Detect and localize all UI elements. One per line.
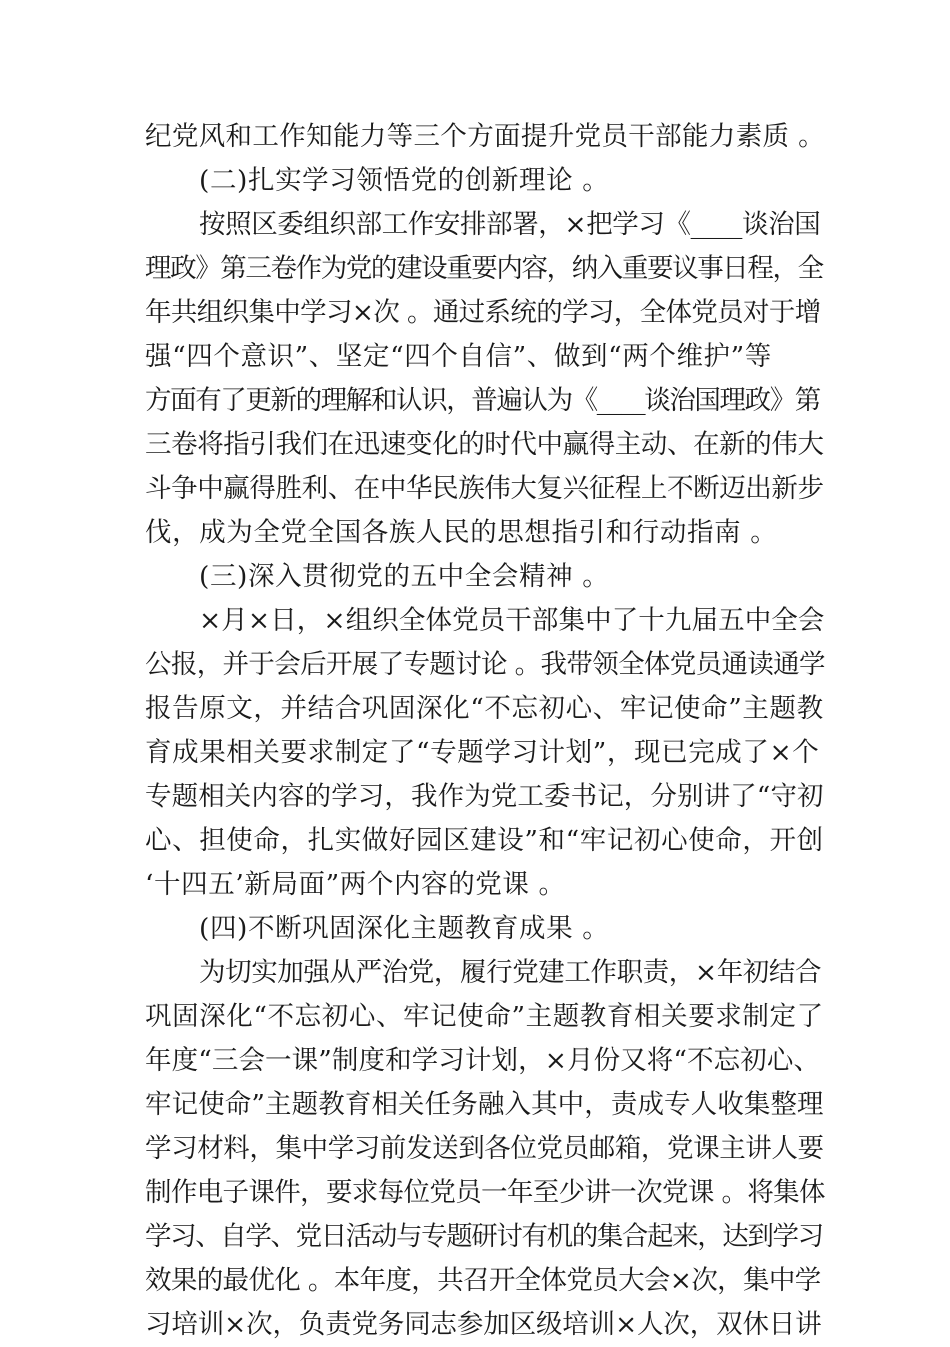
text-line: 为切实加强从严治党，履行党建工作职责，×年初结合	[199, 957, 822, 988]
text-line: 年度“三会一课”制度和学习计划，×月份又将“不忘初心、	[145, 1045, 821, 1076]
text-line: 学习、自学、党日活动与专题研讨有机的集合起来，达到学习	[145, 1221, 823, 1252]
text-line: 纪党风和工作知能力等三个方面提升党员干部能力素质 。	[145, 121, 826, 152]
text-line: (三)深入贯彻党的五中全会精神 。	[199, 561, 610, 592]
text-line: 心、担使命，扎实做好园区建设”和“牢记初心使命，开创	[145, 825, 824, 856]
text-line: 牢记使命”主题教育相关任务融入其中，责成专人收集整理	[145, 1089, 824, 1120]
text-line: ×月×日，×组织全体党员干部集中了十九届五中全会	[199, 605, 825, 636]
document-body	[145, 115, 825, 1347]
text-line: 巩固深化“不忘初心、牢记使命”主题教育相关要求制定了	[145, 1001, 824, 1032]
text-line: (二)扎实学习领悟党的创新理论 。	[199, 165, 610, 196]
text-line: 报告原文，并结合巩固深化“不忘初心、牢记使命”主题教	[145, 693, 824, 724]
text-line: 方面有了更新的理解和认识，普遍认为《____谈治国理政》第	[145, 385, 820, 416]
text-line: 效果的最优化 。本年度，共召开全体党员大会×次，集中学	[145, 1265, 821, 1296]
text-line: 强“四个意识”、坚定“四个自信”、做到“两个维护”等	[145, 341, 772, 372]
text-line: 按照区委组织部工作安排部署，×把学习《____谈治国	[199, 209, 821, 240]
text-line: 理政》第三卷作为党的建设重要内容，纳入重要议事日程，全	[145, 253, 823, 284]
text-line: 年共组织集中学习×次 。通过系统的学习，全体党员对于增	[145, 297, 821, 328]
text-line: (四)不断巩固深化主题教育成果 。	[199, 913, 610, 944]
text-line: 制作电子课件，要求每位党员一年至少讲一次党课 。将集体	[145, 1177, 825, 1208]
text-line: 伐，成为全党全国各族人民的思想指引和行动指南 。	[145, 517, 778, 548]
text-line: ‘十四五’新局面”两个内容的党课 。	[145, 869, 566, 900]
text-line: 育成果相关要求制定了“专题学习计划”，现已完成了×个	[145, 737, 820, 768]
text-line: 学习材料，集中学习前发送到各位党员邮箱，党课主讲人要	[145, 1133, 824, 1164]
text-line: 专题相关内容的学习，我作为党工委书记，分别讲了“守初	[145, 781, 824, 812]
text-line: 习培训×次，负责党务同志参加区级培训×人次，双休日讲	[145, 1309, 822, 1340]
text-line: 三卷将指引我们在迅速变化的时代中赢得主动、在新的伟大	[145, 429, 824, 460]
text-line: 公报，并于会后开展了专题讨论 。我带领全体党员通读通学	[145, 649, 825, 680]
text-line: 斗争中赢得胜利、在中华民族伟大复兴征程上不断迈出新步	[145, 473, 824, 504]
